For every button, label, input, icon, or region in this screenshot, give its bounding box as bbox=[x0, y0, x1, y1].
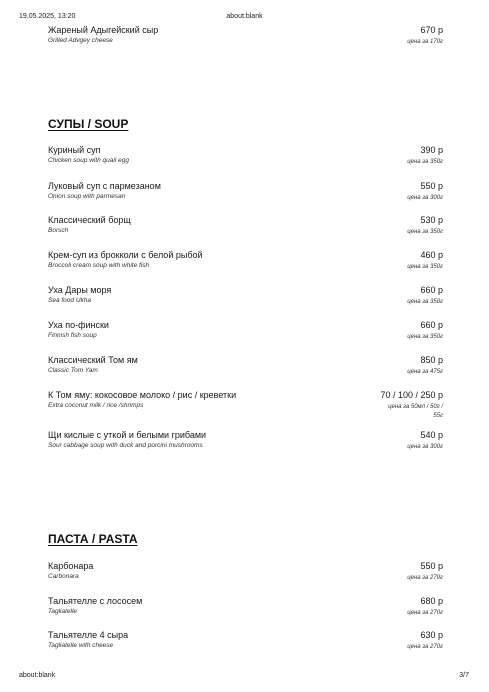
item-price: 390 р bbox=[420, 145, 443, 155]
item-portion: цена за 300г bbox=[407, 195, 443, 201]
print-page-number: 3/7 bbox=[459, 672, 469, 679]
item-name: Щи кислые с уткой и белыми грибами bbox=[48, 430, 207, 440]
item-name: Куриный суп bbox=[48, 145, 101, 155]
item-description: Chicken soup with quail egg bbox=[48, 157, 129, 164]
item-price: 550 р bbox=[420, 181, 443, 191]
item-price: 630 р bbox=[420, 630, 443, 640]
print-datetime: 19.05.2025, 13:20 bbox=[19, 13, 76, 20]
item-price: 530 р bbox=[420, 215, 443, 225]
item-name: Жареный Адыгейский сыр bbox=[48, 25, 159, 35]
item-name: Крем-суп из брокколи с белой рыбой bbox=[48, 250, 203, 260]
item-description: Grilled Advgey cheese bbox=[48, 37, 113, 44]
item-description: Sour cabbage soup with duck and porcini mushrooms bbox=[48, 442, 203, 449]
item-name: К Том яму: кокосовое молоко / рис / креветки bbox=[48, 390, 237, 400]
item-name: Тальятелле с лососем bbox=[48, 596, 143, 606]
print-page-title: about:blank bbox=[226, 13, 263, 20]
item-description: Borsch bbox=[48, 227, 69, 234]
section-title-pasta: ПАСТА / PASTA bbox=[48, 532, 138, 546]
item-portion: цена за 350г bbox=[407, 334, 443, 340]
item-description: Carbonara bbox=[48, 573, 79, 580]
item-price: 460 р bbox=[420, 250, 443, 260]
item-name: Уха по-фински bbox=[48, 320, 109, 330]
item-description: Sea food Ukha bbox=[48, 297, 92, 304]
item-portion: цена за 350г bbox=[407, 264, 443, 270]
item-portion: цена за 350г bbox=[407, 159, 443, 165]
section-title-soup: СУПЫ / SOUP bbox=[48, 117, 129, 131]
item-portion: цена за 270г bbox=[407, 610, 443, 616]
item-price: 70 / 100 / 250 р bbox=[380, 390, 443, 400]
item-description: Classic Tom Yam bbox=[48, 367, 98, 374]
item-price: 670 р bbox=[420, 25, 443, 35]
item-name: Классический борщ bbox=[48, 215, 131, 225]
item-portion: цена за 475г bbox=[407, 369, 443, 375]
item-portion: цена за 50мл / 50г / 55г bbox=[388, 404, 443, 419]
item-price: 540 р bbox=[420, 430, 443, 440]
item-description: Broccoli cream soup with white fish bbox=[48, 262, 150, 269]
item-portion: цена за 270г bbox=[407, 575, 443, 581]
item-name: Луковый суп с пармезаном bbox=[48, 181, 161, 191]
item-name: Карбонара bbox=[48, 561, 94, 571]
item-description: Extra coconut milk / rice /shrimps bbox=[48, 402, 144, 409]
item-price: 660 р bbox=[420, 285, 443, 295]
item-price: 680 р bbox=[420, 596, 443, 606]
item-description: Finnish fish soup bbox=[48, 332, 97, 339]
item-name: Тальятелле 4 сыра bbox=[48, 630, 129, 640]
item-name: Уха Дары моря bbox=[48, 285, 112, 295]
print-footer-url: about:blank bbox=[19, 672, 56, 679]
item-portion: цена за 170г bbox=[407, 39, 443, 45]
item-name: Классический Том ям bbox=[48, 355, 138, 365]
item-portion: цена за 350г bbox=[407, 229, 443, 235]
item-price: 660 р bbox=[420, 320, 443, 330]
item-portion: цена за 270г bbox=[407, 644, 443, 650]
item-portion: цена за 350г bbox=[407, 299, 443, 305]
item-description: Tagliatelle bbox=[48, 608, 78, 615]
item-description: Onion soup with parmesan bbox=[48, 193, 126, 200]
item-price: 850 р bbox=[420, 355, 443, 365]
item-price: 550 р bbox=[420, 561, 443, 571]
item-description: Tagliatelle with cheese bbox=[48, 642, 114, 649]
item-portion: цена за 300г bbox=[407, 444, 443, 450]
